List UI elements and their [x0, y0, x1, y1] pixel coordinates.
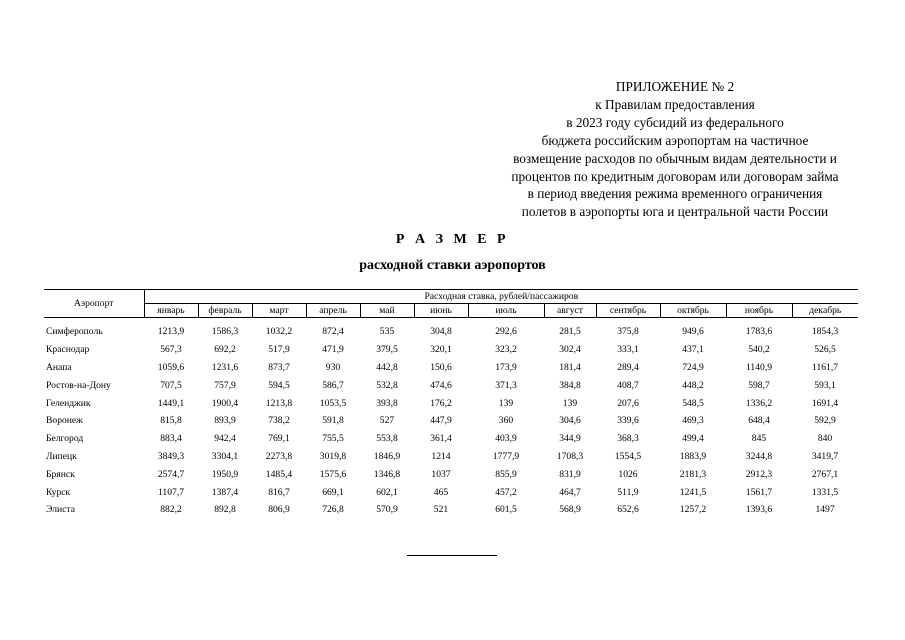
appendix-line: возмещение расходов по обычным видам деятельности и — [513, 150, 837, 166]
rate-value-cell: 1393,6 — [745, 504, 773, 516]
rate-value-cell: 1026 — [618, 468, 638, 480]
rate-value-cell: 375,8 — [617, 326, 639, 338]
rate-value-cell: 535 — [379, 326, 395, 338]
rate-value-cell: 384,8 — [559, 379, 581, 391]
rate-value-cell: 1336,2 — [745, 397, 773, 409]
rate-value-cell: 949,6 — [682, 326, 704, 338]
appendix-line: ПРИЛОЖЕНИЕ № 2 — [615, 79, 735, 94]
rate-value-cell: 320,1 — [430, 344, 452, 356]
rate-value-cell: 1331,5 — [811, 486, 839, 498]
rate-value-cell: 816,7 — [268, 486, 290, 498]
rate-value-cell: 471,9 — [322, 344, 344, 356]
rate-value-cell: 692,2 — [214, 344, 236, 356]
rate-value-cell: 281,5 — [559, 326, 581, 338]
rate-value-cell: 1561,7 — [745, 486, 773, 498]
rate-value-cell: 593,1 — [814, 379, 836, 391]
rate-value-cell: 408,7 — [617, 379, 639, 391]
rate-value-cell: 1346,8 — [373, 468, 401, 480]
rate-value-cell: 448,2 — [682, 379, 704, 391]
rate-value-cell: 570,9 — [376, 504, 398, 516]
rate-value-cell: 333,1 — [617, 344, 639, 356]
rate-value-cell: 323,2 — [495, 344, 517, 356]
rate-value-cell: 526,5 — [814, 344, 836, 356]
rate-value-cell: 1387,4 — [211, 486, 239, 498]
rate-value-cell: 840 — [817, 433, 833, 445]
rate-value-cell: 1854,3 — [811, 326, 839, 338]
rate-value-cell: 591,8 — [322, 415, 344, 427]
appendix-line: процентов по кредитным договорам или договорам займа — [511, 168, 839, 184]
rate-value-cell: 302,4 — [559, 344, 581, 356]
rate-value-cell: 726,8 — [322, 504, 344, 516]
rate-group-header: Расходная ставка, рублей/пассажиров — [144, 290, 858, 304]
rate-value-cell: 1783,6 — [745, 326, 773, 338]
rate-value-cell: 527 — [379, 415, 395, 427]
rate-value-cell: 393,8 — [376, 397, 398, 409]
rate-value-cell: 1214 — [431, 450, 451, 462]
rate-value-cell: 755,5 — [322, 433, 344, 445]
rate-value-cell: 517,9 — [268, 344, 290, 356]
rate-value-cell: 652,6 — [617, 504, 639, 516]
airport-name-cell: Брянск — [46, 468, 75, 480]
rate-value-cell: 594,5 — [268, 379, 290, 391]
rate-value-cell: 474,6 — [430, 379, 452, 391]
airport-name-cell: Геленджик — [46, 397, 91, 409]
table-row — [44, 412, 858, 430]
airport-name-cell: Ростов-на-Дону — [46, 379, 111, 391]
rate-value-cell: 447,9 — [430, 415, 452, 427]
rate-value-cell: 1037 — [431, 468, 451, 480]
rate-value-cell: 872,4 — [322, 326, 344, 338]
rate-value-cell: 893,9 — [214, 415, 236, 427]
rate-value-cell: 831,9 — [559, 468, 581, 480]
rate-value-cell: 930 — [325, 361, 341, 373]
month-header: ноябрь — [726, 304, 792, 318]
airport-name-cell: Симферополь — [46, 326, 103, 338]
airport-name-cell: Краснодар — [46, 344, 90, 356]
rate-value-cell: 1554,5 — [614, 450, 642, 462]
rate-value-cell: 207,6 — [617, 397, 639, 409]
rate-value-cell: 1691,4 — [811, 397, 839, 409]
rate-value-cell: 592,9 — [814, 415, 836, 427]
rate-value-cell: 1846,9 — [373, 450, 401, 462]
rate-value-cell: 371,3 — [495, 379, 517, 391]
rates-table — [44, 289, 858, 519]
rate-value-cell: 465 — [433, 486, 449, 498]
table-row — [44, 376, 858, 394]
month-header: октябрь — [660, 304, 726, 318]
airport-name-cell: Элиста — [46, 504, 75, 516]
rate-value-cell: 1586,3 — [211, 326, 239, 338]
rate-value-cell: 361,4 — [430, 433, 452, 445]
airport-name-cell: Анапа — [46, 361, 72, 373]
rate-value-cell: 1107,7 — [157, 486, 185, 498]
rate-value-cell: 2181,3 — [679, 468, 707, 480]
rate-value-cell: 2767,1 — [811, 468, 839, 480]
rate-value-cell: 437,1 — [682, 344, 704, 356]
rate-value-cell: 176,2 — [430, 397, 452, 409]
appendix-header — [470, 78, 880, 221]
table-row — [44, 318, 858, 341]
rate-value-cell: 738,2 — [268, 415, 290, 427]
rate-value-cell: 304,8 — [430, 326, 452, 338]
rate-value-cell: 882,2 — [160, 504, 182, 516]
rate-value-cell: 1213,9 — [157, 326, 185, 338]
rate-value-cell: 1485,4 — [265, 468, 293, 480]
rate-value-cell: 3244,8 — [745, 450, 773, 462]
rate-value-cell: 457,2 — [495, 486, 517, 498]
rate-value-cell: 181,4 — [559, 361, 581, 373]
document-title: Р А З М Е Р — [395, 232, 510, 247]
appendix-line: в 2023 году субсидий из федерального — [566, 114, 784, 130]
table-row — [44, 394, 858, 412]
table-row — [44, 501, 858, 519]
rate-value-cell: 3019,8 — [319, 450, 347, 462]
rate-value-cell: 648,4 — [748, 415, 770, 427]
rate-value-cell: 855,9 — [495, 468, 517, 480]
rate-value-cell: 1950,9 — [211, 468, 239, 480]
month-header: декабрь — [792, 304, 858, 318]
table-row — [44, 465, 858, 483]
month-header: март — [252, 304, 306, 318]
rate-value-cell: 511,9 — [617, 486, 639, 498]
table-row — [44, 430, 858, 448]
rate-value-cell: 540,2 — [748, 344, 770, 356]
rate-value-cell: 339,6 — [617, 415, 639, 427]
rate-value-cell: 289,4 — [617, 361, 639, 373]
document-subtitle: расходной ставки аэропортов — [359, 258, 546, 273]
rate-value-cell: 602,1 — [376, 486, 398, 498]
rate-value-cell: 586,7 — [322, 379, 344, 391]
month-header: апрель — [306, 304, 360, 318]
rate-value-cell: 601,5 — [495, 504, 517, 516]
month-header: июнь — [414, 304, 468, 318]
rate-value-cell: 2574,7 — [157, 468, 185, 480]
rate-value-cell: 499,4 — [682, 433, 704, 445]
rate-value-cell: 1161,7 — [812, 361, 839, 373]
rates-table-body — [44, 318, 858, 519]
rate-value-cell: 521 — [433, 504, 449, 516]
rate-value-cell: 942,4 — [214, 433, 236, 445]
rate-value-cell: 1883,9 — [679, 450, 707, 462]
table-row — [44, 341, 858, 359]
rate-value-cell: 1575,6 — [319, 468, 347, 480]
rate-value-cell: 892,8 — [214, 504, 236, 516]
rate-value-cell: 669,1 — [322, 486, 344, 498]
table-row — [44, 448, 858, 466]
rate-value-cell: 598,7 — [748, 379, 770, 391]
rate-value-cell: 1241,5 — [679, 486, 707, 498]
rate-value-cell: 1140,9 — [745, 361, 773, 373]
rate-value-cell: 344,9 — [559, 433, 581, 445]
month-header: август — [544, 304, 596, 318]
month-header: февраль — [198, 304, 252, 318]
month-header: сентябрь — [596, 304, 660, 318]
rate-value-cell: 1777,9 — [492, 450, 520, 462]
rate-value-cell: 379,5 — [376, 344, 398, 356]
airport-name-cell: Воронеж — [46, 415, 83, 427]
rate-value-cell: 1449,1 — [157, 397, 185, 409]
appendix-line: бюджета российским аэропортам на частичное — [541, 132, 809, 148]
rate-value-cell: 2273,8 — [265, 450, 293, 462]
rate-value-cell: 1900,4 — [211, 397, 239, 409]
rate-value-cell: 1497 — [815, 504, 835, 516]
rate-value-cell: 757,9 — [214, 379, 236, 391]
rate-value-cell: 1032,2 — [265, 326, 293, 338]
rate-value-cell: 3849,3 — [157, 450, 185, 462]
rate-value-cell: 1231,6 — [211, 361, 239, 373]
rate-value-cell: 464,7 — [559, 486, 581, 498]
rate-value-cell: 548,5 — [682, 397, 704, 409]
rate-value-cell: 883,4 — [160, 433, 182, 445]
airport-name-cell: Курск — [46, 486, 71, 498]
rate-value-cell: 304,6 — [559, 415, 581, 427]
month-header: июль — [468, 304, 544, 318]
rate-value-cell: 532,8 — [376, 379, 398, 391]
rate-value-cell: 173,9 — [495, 361, 517, 373]
rate-value-cell: 707,5 — [160, 379, 182, 391]
airport-column-header: Аэропорт — [44, 290, 144, 318]
rate-value-cell: 3419,7 — [811, 450, 839, 462]
rate-value-cell: 1708,3 — [556, 450, 584, 462]
appendix-line: полетов в аэропорты юга и центральной части России — [521, 204, 829, 220]
rate-value-cell: 403,9 — [495, 433, 517, 445]
rate-value-cell: 3304,1 — [211, 450, 239, 462]
month-header: январь — [144, 304, 198, 318]
rate-value-cell: 769,1 — [268, 433, 290, 445]
rate-value-cell: 845 — [751, 433, 767, 445]
table-row — [44, 359, 858, 377]
footer-separator-line — [407, 555, 497, 556]
rate-value-cell: 806,9 — [268, 504, 290, 516]
rate-value-cell: 139 — [498, 397, 514, 409]
rate-value-cell: 724,9 — [682, 361, 704, 373]
rate-value-cell: 1257,2 — [679, 504, 707, 516]
rate-value-cell: 292,6 — [495, 326, 517, 338]
airport-name-cell: Белгород — [46, 433, 84, 445]
rate-value-cell: 553,8 — [376, 433, 398, 445]
airport-name-cell: Липецк — [46, 450, 77, 462]
rate-value-cell: 1059,6 — [157, 361, 185, 373]
rate-value-cell: 815,8 — [160, 415, 182, 427]
month-header: май — [360, 304, 414, 318]
table-row — [44, 483, 858, 501]
rate-value-cell: 568,9 — [559, 504, 581, 516]
rate-value-cell: 150,6 — [430, 361, 452, 373]
rate-value-cell: 873,7 — [268, 361, 290, 373]
months-header-row — [44, 304, 858, 318]
appendix-line: в период введения режима временного ограничения — [527, 186, 823, 202]
rate-value-cell: 442,8 — [376, 361, 398, 373]
rate-value-cell: 139 — [562, 397, 578, 409]
rate-value-cell: 2912,3 — [745, 468, 773, 480]
appendix-line: к Правилам предоставления — [595, 96, 755, 112]
rate-value-cell: 567,3 — [160, 344, 182, 356]
rate-value-cell: 1213,8 — [265, 397, 293, 409]
rate-value-cell: 368,3 — [617, 433, 639, 445]
rate-value-cell: 469,3 — [682, 415, 704, 427]
rate-value-cell: 360 — [498, 415, 514, 427]
rate-value-cell: 1053,5 — [319, 397, 347, 409]
